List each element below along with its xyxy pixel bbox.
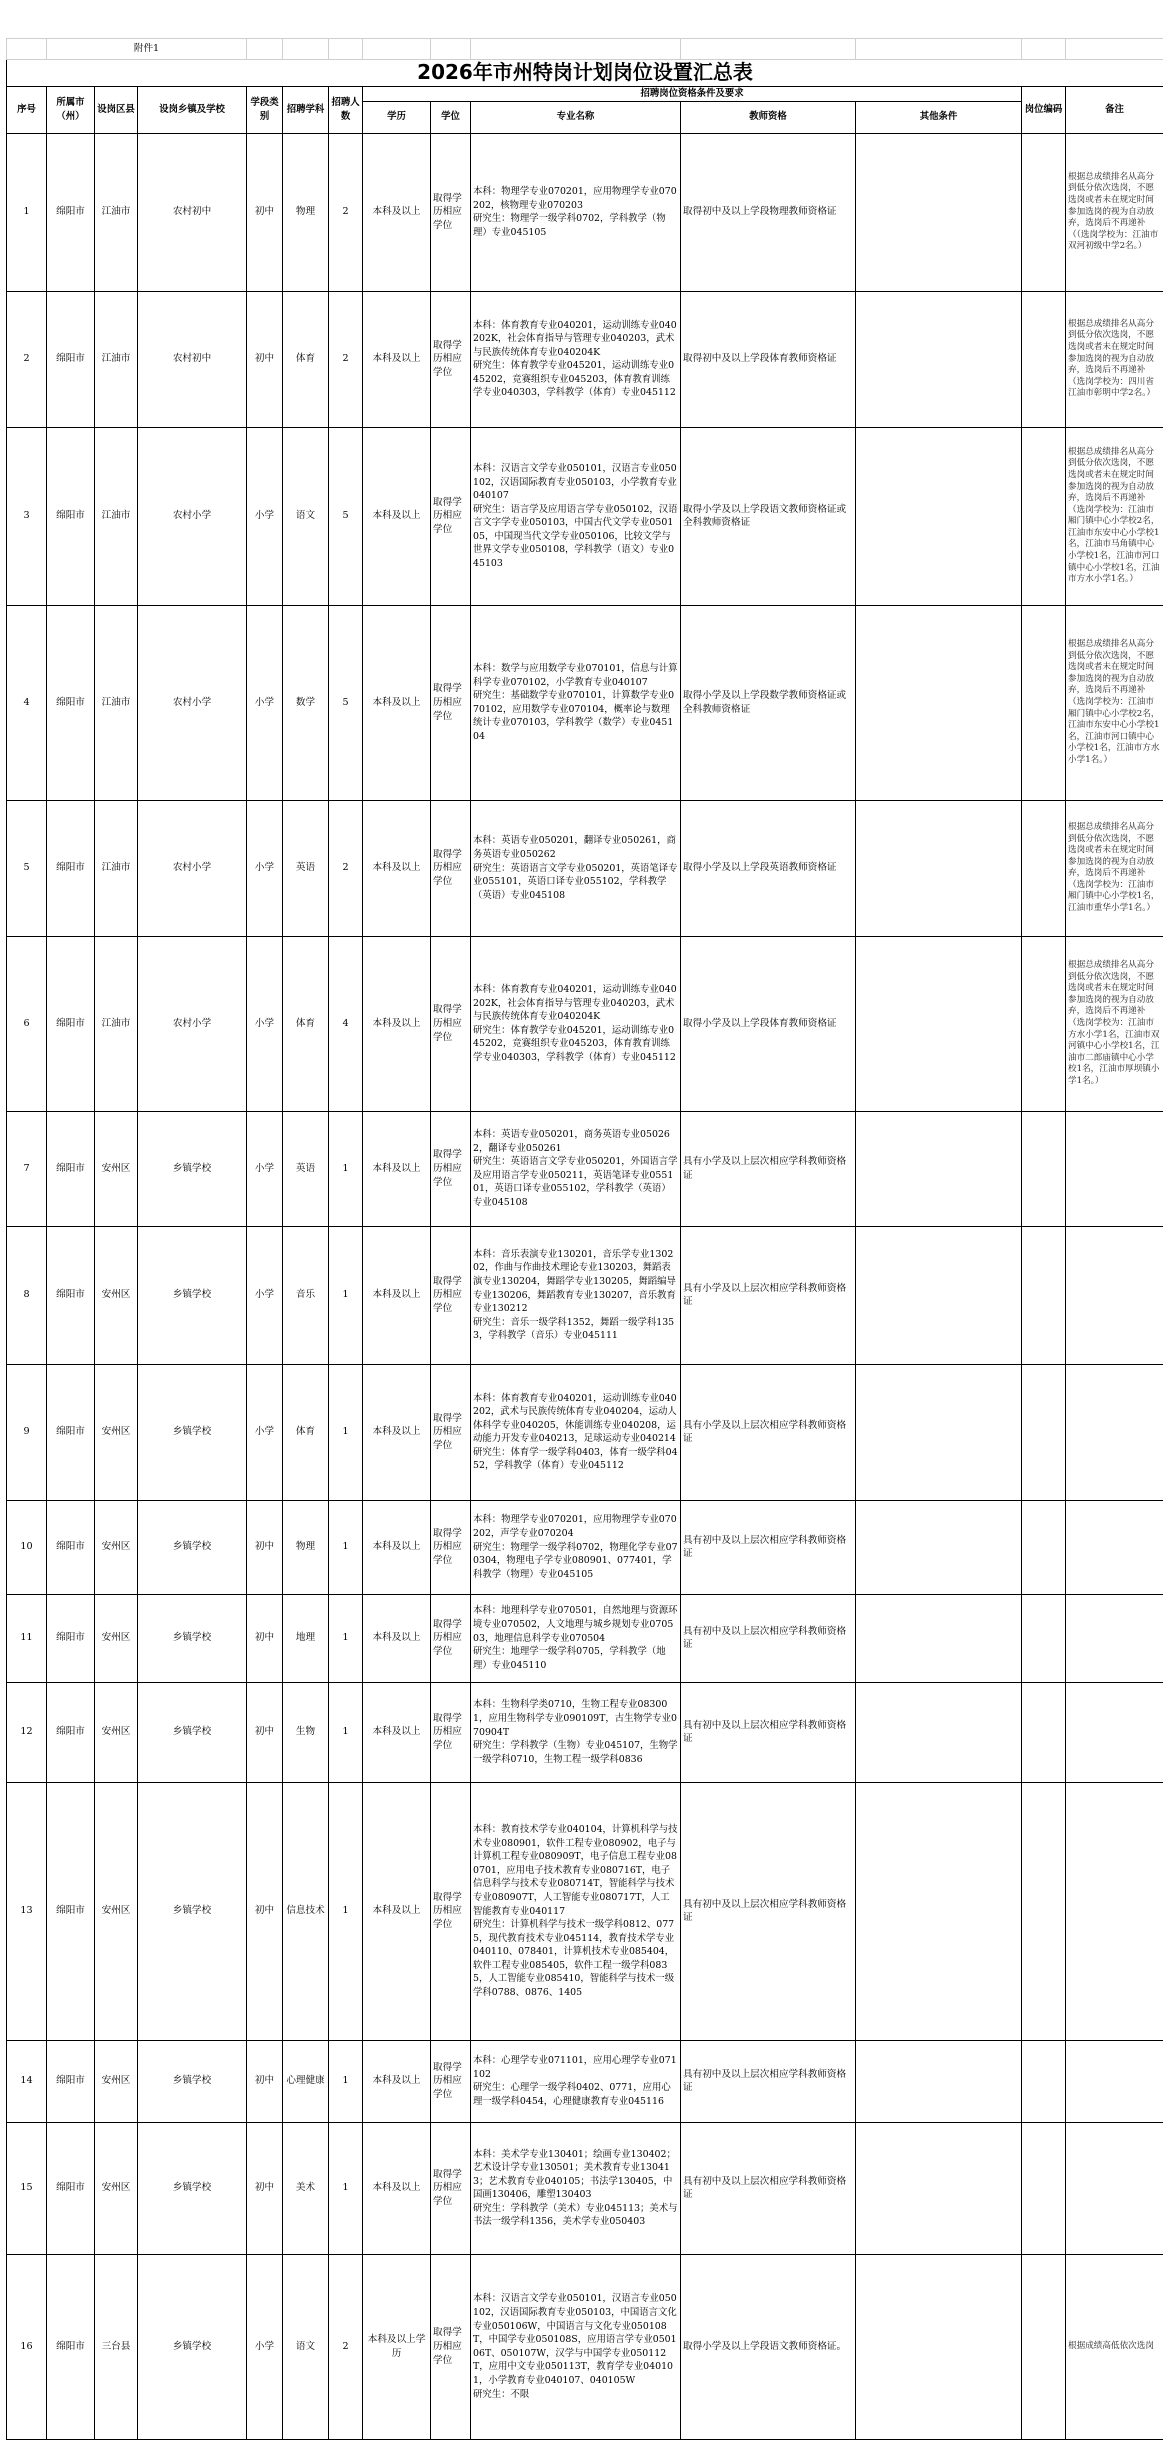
row-other xyxy=(856,800,1022,936)
row-cert: 具有小学及以上层次相应学科教师资格证 xyxy=(681,1111,856,1226)
row-seq: 9 xyxy=(7,1364,47,1500)
row-major: 本科：心理学专业071101，应用心理学专业071102 研究生：心理学一级学科0402、0771，应用心理一级学科0454，心理健康教育专业045116 xyxy=(471,2040,681,2122)
table-row xyxy=(7,1500,1163,1594)
row-city: 绵阳市 xyxy=(47,1594,95,1682)
row-school: 农村小学 xyxy=(138,936,247,1111)
header-stage: 学段类别 xyxy=(247,87,283,134)
row-subject: 英语 xyxy=(283,800,329,936)
row-county: 江油市 xyxy=(95,133,138,291)
attachment-row xyxy=(7,39,1163,60)
row-code xyxy=(1022,427,1066,605)
row-stage: 初中 xyxy=(247,1594,283,1682)
row-other xyxy=(856,1594,1022,1682)
row-edu: 本科及以上 xyxy=(363,427,431,605)
header-remark: 备注 xyxy=(1066,87,1163,134)
row-code xyxy=(1022,800,1066,936)
row-cert: 取得初中及以上学段体育教师资格证 xyxy=(681,291,856,427)
row-city: 绵阳市 xyxy=(47,800,95,936)
row-count: 1 xyxy=(329,1594,363,1682)
row-school: 乡镇学校 xyxy=(138,2040,247,2122)
row-seq: 4 xyxy=(7,605,47,800)
row-code xyxy=(1022,936,1066,1111)
row-edu: 本科及以上 xyxy=(363,1500,431,1594)
row-school: 农村小学 xyxy=(138,427,247,605)
row-school: 农村小学 xyxy=(138,800,247,936)
header-subject: 招聘学科 xyxy=(283,87,329,134)
row-school: 农村初中 xyxy=(138,291,247,427)
row-city: 绵阳市 xyxy=(47,133,95,291)
row-edu: 本科及以上 xyxy=(363,800,431,936)
row-edu: 本科及以上 xyxy=(363,1226,431,1364)
row-seq: 7 xyxy=(7,1111,47,1226)
row-county: 安州区 xyxy=(95,1594,138,1682)
row-other xyxy=(856,291,1022,427)
row-count: 5 xyxy=(329,605,363,800)
row-subject: 美术 xyxy=(283,2122,329,2254)
row-other xyxy=(856,605,1022,800)
table-body xyxy=(7,133,1163,2439)
row-other xyxy=(856,1682,1022,1782)
row-city: 绵阳市 xyxy=(47,1682,95,1782)
table-row xyxy=(7,1594,1163,1682)
row-other xyxy=(856,2122,1022,2254)
title-row xyxy=(7,60,1163,87)
attachment-label: 附件1 xyxy=(47,39,247,60)
row-edu: 本科及以上 xyxy=(363,936,431,1111)
row-major: 本科：汉语言文学专业050101，汉语言专业050102，汉语国际教育专业050103，中国语言文化专业050106W，中国语言与文化专业050108T，中国学专业050108S，应用语言学专业050106T、050107W，汉学与中国学专业050112T，应用中文专业050113T，教育学专业040101，小学教育专业040107、040105W 研究生：不限 xyxy=(471,2254,681,2439)
row-cert: 具有初中及以上层次相应学科教师资格证 xyxy=(681,1682,856,1782)
row-county: 江油市 xyxy=(95,291,138,427)
row-city: 绵阳市 xyxy=(47,605,95,800)
row-other xyxy=(856,2254,1022,2439)
row-major: 本科：音乐表演专业130201，音乐学专业130202，作曲与作曲技术理论专业130203，舞蹈表演专业130204，舞蹈学专业130205，舞蹈编导专业130206，舞蹈教育专业130207，音乐教育专业130212 研究生：音乐一级学科1352，舞蹈一级学科1353，学科教学（音乐）专业045111 xyxy=(471,1226,681,1364)
row-county: 安州区 xyxy=(95,1111,138,1226)
row-stage: 初中 xyxy=(247,133,283,291)
row-major: 本科：物理学专业070201，应用物理学专业070202，核物理专业070203 研究生：物理学一级学科0702，学科教学（物理）专业045105 xyxy=(471,133,681,291)
row-degree: 取得学历相应学位 xyxy=(431,1111,471,1226)
header-degree: 学位 xyxy=(431,101,471,133)
row-remark xyxy=(1066,1782,1163,2040)
row-school: 乡镇学校 xyxy=(138,1111,247,1226)
row-code xyxy=(1022,133,1066,291)
table-row xyxy=(7,1682,1163,1782)
page-title: 2026年市州特岗计划岗位设置汇总表 xyxy=(7,60,1163,87)
header-count: 招聘人数 xyxy=(329,87,363,134)
row-code xyxy=(1022,1111,1066,1226)
row-degree: 取得学历相应学位 xyxy=(431,1682,471,1782)
row-county: 安州区 xyxy=(95,2040,138,2122)
header-other: 其他条件 xyxy=(856,101,1022,133)
row-count: 5 xyxy=(329,427,363,605)
row-count: 4 xyxy=(329,936,363,1111)
row-remark: 根据总成绩排名从高分到低分依次选岗，不愿选岗或者未在规定时间参加选岗的视为自动放弃，选岗后不再递补（选岗学校为：江油市厢门镇中心小学校1名，江油市重华小学1名。） xyxy=(1066,800,1163,936)
table-row xyxy=(7,1111,1163,1226)
row-edu: 本科及以上 xyxy=(363,133,431,291)
row-school: 乡镇学校 xyxy=(138,1682,247,1782)
row-school: 乡镇学校 xyxy=(138,2254,247,2439)
row-county: 安州区 xyxy=(95,1782,138,2040)
header-seq: 序号 xyxy=(7,87,47,134)
row-city: 绵阳市 xyxy=(47,1364,95,1500)
row-remark xyxy=(1066,1682,1163,1782)
row-county: 安州区 xyxy=(95,1682,138,1782)
row-seq: 2 xyxy=(7,291,47,427)
row-edu: 本科及以上 xyxy=(363,1364,431,1500)
row-code xyxy=(1022,1364,1066,1500)
row-remark xyxy=(1066,1111,1163,1226)
row-cert: 具有小学及以上层次相应学科教师资格证 xyxy=(681,1226,856,1364)
row-seq: 11 xyxy=(7,1594,47,1682)
row-county: 安州区 xyxy=(95,2122,138,2254)
row-count: 2 xyxy=(329,133,363,291)
row-remark xyxy=(1066,1364,1163,1500)
row-edu: 本科及以上 xyxy=(363,291,431,427)
row-school: 乡镇学校 xyxy=(138,1594,247,1682)
row-county: 三台县 xyxy=(95,2254,138,2439)
row-degree: 取得学历相应学位 xyxy=(431,133,471,291)
row-stage: 小学 xyxy=(247,800,283,936)
row-cert: 具有初中及以上层次相应学科教师资格证 xyxy=(681,1782,856,2040)
row-major: 本科：物理学专业070201，应用物理学专业070202，声学专业070204 研究生：物理学一级学科0702，物理化学专业070304，物理电子学专业080901、077401，学科教学（物理）专业045105 xyxy=(471,1500,681,1594)
row-subject: 语文 xyxy=(283,427,329,605)
row-count: 1 xyxy=(329,1682,363,1782)
row-cert: 具有初中及以上层次相应学科教师资格证 xyxy=(681,2040,856,2122)
row-stage: 小学 xyxy=(247,427,283,605)
row-stage: 初中 xyxy=(247,1500,283,1594)
row-subject: 英语 xyxy=(283,1111,329,1226)
summary-table xyxy=(6,38,1163,2440)
row-major: 本科：教育技术学专业040104，计算机科学与技术专业080901，软件工程专业080902，电子与计算机工程专业080909T，电子信息工程专业080701，应用电子技术教育专业080716T，电子信息科学与技术专业080714T，智能科学与技术专业080907T，人工智能专业080717T，人工智能教育专业040117 研究生：计算机科学与技术一级学科0812、0775，现代教育技术专业045114，教育技术学专业040110、078401，计算机技术专业085404，软件工程专业085405，软件工程一级学科0835，人工智能专业085410，智能科学与技术一级学科0788、0876、1405 xyxy=(471,1782,681,2040)
row-city: 绵阳市 xyxy=(47,936,95,1111)
row-subject: 生物 xyxy=(283,1682,329,1782)
row-count: 1 xyxy=(329,1111,363,1226)
table-row xyxy=(7,2040,1163,2122)
row-county: 江油市 xyxy=(95,936,138,1111)
row-city: 绵阳市 xyxy=(47,2040,95,2122)
row-cert: 取得小学及以上学段数学教师资格证或全科教师资格证 xyxy=(681,605,856,800)
row-major: 本科：地理科学专业070501，自然地理与资源环境专业070502，人文地理与城乡规划专业070503，地理信息科学专业070504 研究生：地理学一级学科0705，学科教学（地理）专业045110 xyxy=(471,1594,681,1682)
row-count: 2 xyxy=(329,800,363,936)
table-row xyxy=(7,605,1163,800)
row-code xyxy=(1022,605,1066,800)
row-subject: 地理 xyxy=(283,1594,329,1682)
header-city: 所属市（州） xyxy=(47,87,95,134)
row-other xyxy=(856,427,1022,605)
row-count: 2 xyxy=(329,2254,363,2439)
row-count: 1 xyxy=(329,2040,363,2122)
header-county: 设岗区县 xyxy=(95,87,138,134)
row-school: 乡镇学校 xyxy=(138,1782,247,2040)
header-school: 设岗乡镇及学校 xyxy=(138,87,247,134)
row-edu: 本科及以上 xyxy=(363,1111,431,1226)
row-subject: 心理健康 xyxy=(283,2040,329,2122)
table-row xyxy=(7,2254,1163,2439)
row-major: 本科：英语专业050201，商务英语专业050262，翻译专业050261 研究生：英语语言文学专业050201，外国语言学及应用语言学专业050211，英语笔译专业055101，英语口译专业055102，学科教学（英语）专业045108 xyxy=(471,1111,681,1226)
row-other xyxy=(856,133,1022,291)
row-school: 乡镇学校 xyxy=(138,1226,247,1364)
row-cert: 具有初中及以上层次相应学科教师资格证 xyxy=(681,1500,856,1594)
row-stage: 小学 xyxy=(247,1226,283,1364)
row-seq: 6 xyxy=(7,936,47,1111)
row-cert: 取得小学及以上学段语文教师资格证。 xyxy=(681,2254,856,2439)
row-seq: 13 xyxy=(7,1782,47,2040)
row-stage: 初中 xyxy=(247,1682,283,1782)
row-school: 农村小学 xyxy=(138,605,247,800)
row-subject: 信息技术 xyxy=(283,1782,329,2040)
row-other xyxy=(856,936,1022,1111)
header-requirements-group: 招聘岗位资格条件及要求 xyxy=(363,87,1022,102)
row-remark xyxy=(1066,1226,1163,1364)
row-cert: 取得小学及以上学段体育教师资格证 xyxy=(681,936,856,1111)
row-stage: 初中 xyxy=(247,1782,283,2040)
row-degree: 取得学历相应学位 xyxy=(431,1782,471,2040)
row-cert: 具有初中及以上层次相应学科教师资格证 xyxy=(681,2122,856,2254)
row-major: 本科：美术学专业130401；绘画专业130402；艺术设计学专业130501；美术教育专业130413；艺术教育专业040105；书法学130405，中国画130406，雕塑130403 研究生：学科教学（美术）专业045113；美术与书法一级学科1356，美术学专业050403 xyxy=(471,2122,681,2254)
table-row xyxy=(7,133,1163,291)
row-edu: 本科及以上 xyxy=(363,1594,431,1682)
row-code xyxy=(1022,1226,1066,1364)
row-degree: 取得学历相应学位 xyxy=(431,800,471,936)
row-edu: 本科及以上 xyxy=(363,1682,431,1782)
table-row xyxy=(7,1782,1163,2040)
row-remark: 根据成绩高低依次选岗 xyxy=(1066,2254,1163,2439)
row-subject: 音乐 xyxy=(283,1226,329,1364)
row-count: 1 xyxy=(329,1226,363,1364)
row-code xyxy=(1022,2040,1066,2122)
row-degree: 取得学历相应学位 xyxy=(431,605,471,800)
row-degree: 取得学历相应学位 xyxy=(431,427,471,605)
row-degree: 取得学历相应学位 xyxy=(431,1226,471,1364)
row-cert: 具有小学及以上层次相应学科教师资格证 xyxy=(681,1364,856,1500)
row-other xyxy=(856,1782,1022,2040)
row-edu: 本科及以上 xyxy=(363,1782,431,2040)
row-cert: 具有初中及以上层次相应学科教师资格证 xyxy=(681,1594,856,1682)
row-remark xyxy=(1066,2122,1163,2254)
row-degree: 取得学历相应学位 xyxy=(431,291,471,427)
row-school: 农村初中 xyxy=(138,133,247,291)
header-row-1 xyxy=(7,87,1163,102)
row-cert: 取得小学及以上学段语文教师资格证或全科教师资格证 xyxy=(681,427,856,605)
row-count: 1 xyxy=(329,1782,363,2040)
row-stage: 初中 xyxy=(247,2122,283,2254)
row-city: 绵阳市 xyxy=(47,1500,95,1594)
row-count: 1 xyxy=(329,2122,363,2254)
row-stage: 小学 xyxy=(247,605,283,800)
row-county: 江油市 xyxy=(95,800,138,936)
row-remark xyxy=(1066,1500,1163,1594)
row-county: 江油市 xyxy=(95,427,138,605)
row-city: 绵阳市 xyxy=(47,1782,95,2040)
row-remark: 根据总成绩排名从高分到低分依次选岗，不愿选岗或者未在规定时间参加选岗的视为自动放弃，选岗后不再递补（选岗学校为：江油市厢门镇中心小学校2名，江油市东安中心小学校1名，江油市河口镇中心小学校1名，江油市方水小学1名。） xyxy=(1066,605,1163,800)
header-major: 专业名称 xyxy=(471,101,681,133)
row-city: 绵阳市 xyxy=(47,2254,95,2439)
row-major: 本科：汉语言文学专业050101，汉语言专业050102，汉语国际教育专业050103，小学教育专业040107 研究生：语言学及应用语言学专业050102，汉语言文字学专业050103，中国古代文学专业050105，中国现当代文学专业050106，比较文学与世界文学专业050108，学科教学（语文）专业045103 xyxy=(471,427,681,605)
row-remark: 根据总成绩排名从高分到低分依次选岗，不愿选岗或者未在规定时间参加选岗的视为自动放弃，选岗后不再递补（（选岗学校为：江油市双河初级中学2名。） xyxy=(1066,133,1163,291)
row-remark: 根据总成绩排名从高分到低分依次选岗，不愿选岗或者未在规定时间参加选岗的视为自动放弃，选岗后不再递补（选岗学校为：江油市厢门镇中心小学校2名，江油市东安中心小学校1名，江油市马角镇中心小学校1名，江油市河口镇中心小学校1名，江油市方水小学1名。） xyxy=(1066,427,1163,605)
row-stage: 初中 xyxy=(247,291,283,427)
header-cert: 教师资格 xyxy=(681,101,856,133)
row-code xyxy=(1022,1594,1066,1682)
row-count: 1 xyxy=(329,1364,363,1500)
row-other xyxy=(856,1500,1022,1594)
row-county: 安州区 xyxy=(95,1226,138,1364)
row-seq: 14 xyxy=(7,2040,47,2122)
row-subject: 体育 xyxy=(283,936,329,1111)
row-stage: 小学 xyxy=(247,1111,283,1226)
row-code xyxy=(1022,1682,1066,1782)
row-count: 1 xyxy=(329,1500,363,1594)
row-city: 绵阳市 xyxy=(47,2122,95,2254)
table-row xyxy=(7,1226,1163,1364)
row-seq: 1 xyxy=(7,133,47,291)
row-seq: 3 xyxy=(7,427,47,605)
row-remark: 根据总成绩排名从高分到低分依次选岗，不愿选岗或者未在规定时间参加选岗的视为自动放弃，选岗后不再递补（选岗学校为：四川省江油市彰明中学2名。） xyxy=(1066,291,1163,427)
row-other xyxy=(856,1364,1022,1500)
row-seq: 5 xyxy=(7,800,47,936)
row-county: 江油市 xyxy=(95,605,138,800)
row-stage: 小学 xyxy=(247,936,283,1111)
row-major: 本科：体育教育专业040201，运动训练专业040202K，社会体育指导与管理专业040203，武术与民族传统体育专业040204K 研究生：体育教学专业045201，运动训练专业045202，竞赛组织专业045203，体育教育训练学专业040303，学科教学（体育）专业045112 xyxy=(471,936,681,1111)
header-code: 岗位编码 xyxy=(1022,87,1066,134)
row-subject: 物理 xyxy=(283,1500,329,1594)
row-seq: 15 xyxy=(7,2122,47,2254)
row-major: 本科：英语专业050201，翻译专业050261，商务英语专业050262 研究生：英语语言文学专业050201，英语笔译专业055101，英语口译专业055102，学科教学（英语）专业045108 xyxy=(471,800,681,936)
row-subject: 物理 xyxy=(283,133,329,291)
row-degree: 取得学历相应学位 xyxy=(431,2040,471,2122)
row-edu: 本科及以上 xyxy=(363,2040,431,2122)
row-seq: 8 xyxy=(7,1226,47,1364)
row-code xyxy=(1022,1500,1066,1594)
row-seq: 16 xyxy=(7,2254,47,2439)
row-major: 本科：体育教育专业040201，运动训练专业040202，武术与民族传统体育专业040204，运动人体科学专业040205，休能训练专业040208，运动能力开发专业040213，足球运动专业040214 研究生：体育学一级学科0403，体育一级学科0452，学科教学（体育）专业045112 xyxy=(471,1364,681,1500)
row-degree: 取得学历相应学位 xyxy=(431,1364,471,1500)
row-stage: 小学 xyxy=(247,2254,283,2439)
row-count: 2 xyxy=(329,291,363,427)
row-edu: 本科及以上 xyxy=(363,2122,431,2254)
table-row xyxy=(7,800,1163,936)
table-row xyxy=(7,1364,1163,1500)
row-degree: 取得学历相应学位 xyxy=(431,1594,471,1682)
row-city: 绵阳市 xyxy=(47,1226,95,1364)
row-code xyxy=(1022,291,1066,427)
row-school: 乡镇学校 xyxy=(138,1500,247,1594)
row-subject: 体育 xyxy=(283,291,329,427)
row-stage: 小学 xyxy=(247,1364,283,1500)
row-degree: 取得学历相应学位 xyxy=(431,1500,471,1594)
table-row xyxy=(7,427,1163,605)
row-cert: 取得小学及以上学段英语教师资格证 xyxy=(681,800,856,936)
row-school: 乡镇学校 xyxy=(138,2122,247,2254)
row-major: 本科：数学与应用数学专业070101，信息与计算科学专业070102，小学教育专业040107 研究生：基础数学专业070101，计算数学专业070102，应用数学专业070104，概率论与数理统计专业070103，学科教学（数学）专业045104 xyxy=(471,605,681,800)
row-subject: 语文 xyxy=(283,2254,329,2439)
row-other xyxy=(856,2040,1022,2122)
row-subject: 数学 xyxy=(283,605,329,800)
header-edu: 学历 xyxy=(363,101,431,133)
row-subject: 体育 xyxy=(283,1364,329,1500)
row-county: 安州区 xyxy=(95,1500,138,1594)
row-edu: 本科及以上学历 xyxy=(363,2254,431,2439)
table-row xyxy=(7,291,1163,427)
row-major: 本科：体育教育专业040201，运动训练专业040202K，社会体育指导与管理专业040203，武术与民族传统体育专业040204K 研究生：体育教学专业045201，运动训练专业045202，竞赛组织专业045203，体育教育训练学专业040303，学科教学（体育）专业045112 xyxy=(471,291,681,427)
row-city: 绵阳市 xyxy=(47,427,95,605)
row-city: 绵阳市 xyxy=(47,291,95,427)
row-code xyxy=(1022,2254,1066,2439)
row-cert: 取得初中及以上学段物理教师资格证 xyxy=(681,133,856,291)
row-county: 安州区 xyxy=(95,1364,138,1500)
row-stage: 初中 xyxy=(247,2040,283,2122)
row-remark xyxy=(1066,2040,1163,2122)
row-school: 乡镇学校 xyxy=(138,1364,247,1500)
row-code xyxy=(1022,1782,1066,2040)
row-city: 绵阳市 xyxy=(47,1111,95,1226)
row-remark xyxy=(1066,1594,1163,1682)
table-row xyxy=(7,2122,1163,2254)
row-major: 本科：生物科学类0710，生物工程专业083001，应用生物科学专业090109T，古生物学专业070904T 研究生：学科教学（生物）专业045107，生物学一级学科0710，生物工程一级学科0836 xyxy=(471,1682,681,1782)
row-degree: 取得学历相应学位 xyxy=(431,936,471,1111)
row-seq: 12 xyxy=(7,1682,47,1782)
row-degree: 取得学历相应学位 xyxy=(431,2254,471,2439)
row-other xyxy=(856,1111,1022,1226)
row-degree: 取得学历相应学位 xyxy=(431,2122,471,2254)
table-row xyxy=(7,936,1163,1111)
row-seq: 10 xyxy=(7,1500,47,1594)
row-code xyxy=(1022,2122,1066,2254)
row-other xyxy=(856,1226,1022,1364)
row-edu: 本科及以上 xyxy=(363,605,431,800)
row-remark: 根据总成绩排名从高分到低分依次选岗，不愿选岗或者未在规定时间参加选岗的视为自动放弃，选岗后不再递补（选岗学校为：江油市方水小学1名，江油市双河镇中心小学校1名，江油市二郎庙镇中心小学校1名，江油市厚坝镇小学1名。） xyxy=(1066,936,1163,1111)
